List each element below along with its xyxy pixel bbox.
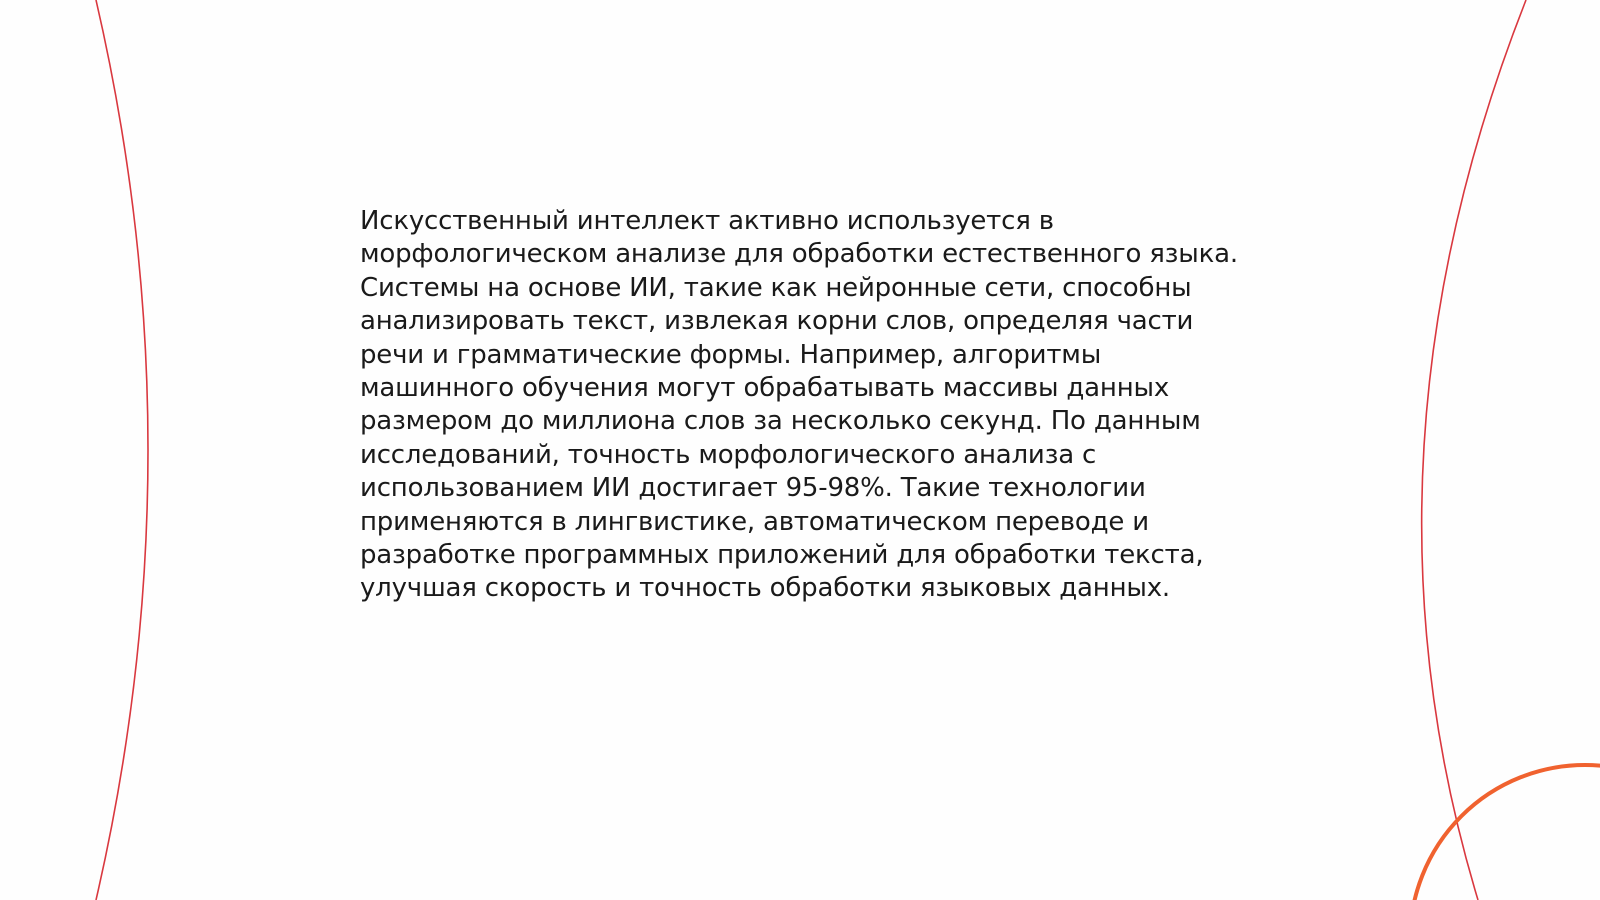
paragraph-line: использованием ИИ достигает 95-98%. Такие технологии: [360, 473, 1146, 504]
left-arc-line: [96, 0, 148, 900]
paragraph-line: анализировать текст, извлекая корни слов, определяя части: [360, 306, 1194, 337]
paragraph-line: применяются в лингвистике, автоматическом переводе и: [360, 506, 1149, 537]
slide-paragraph: [360, 205, 1260, 606]
paragraph-line: речи и грамматические формы. Например, алгоритмы: [360, 339, 1102, 370]
paragraph-line: машинного обучения могут обрабатывать массивы данных: [360, 373, 1170, 404]
paragraph-line: размером до миллиона слов за несколько секунд. По данным: [360, 406, 1201, 437]
right-arc-line: [1422, 0, 1526, 900]
paragraph-line: разработке программных приложений для обработки текста,: [360, 540, 1204, 571]
orange-circle-arc: [1410, 765, 1600, 900]
paragraph-line: морфологическом анализе для обработки естественного языка.: [360, 239, 1238, 270]
paragraph-line: Искусственный интеллект активно используется в: [360, 206, 1054, 236]
paragraph-line: исследований, точность морфологического анализа с: [360, 439, 1097, 470]
paragraph-line: улучшая скорость и точность обработки языковых данных.: [360, 573, 1170, 604]
paragraph-line: Системы на основе ИИ, такие как нейронные сети, способны: [360, 272, 1192, 303]
